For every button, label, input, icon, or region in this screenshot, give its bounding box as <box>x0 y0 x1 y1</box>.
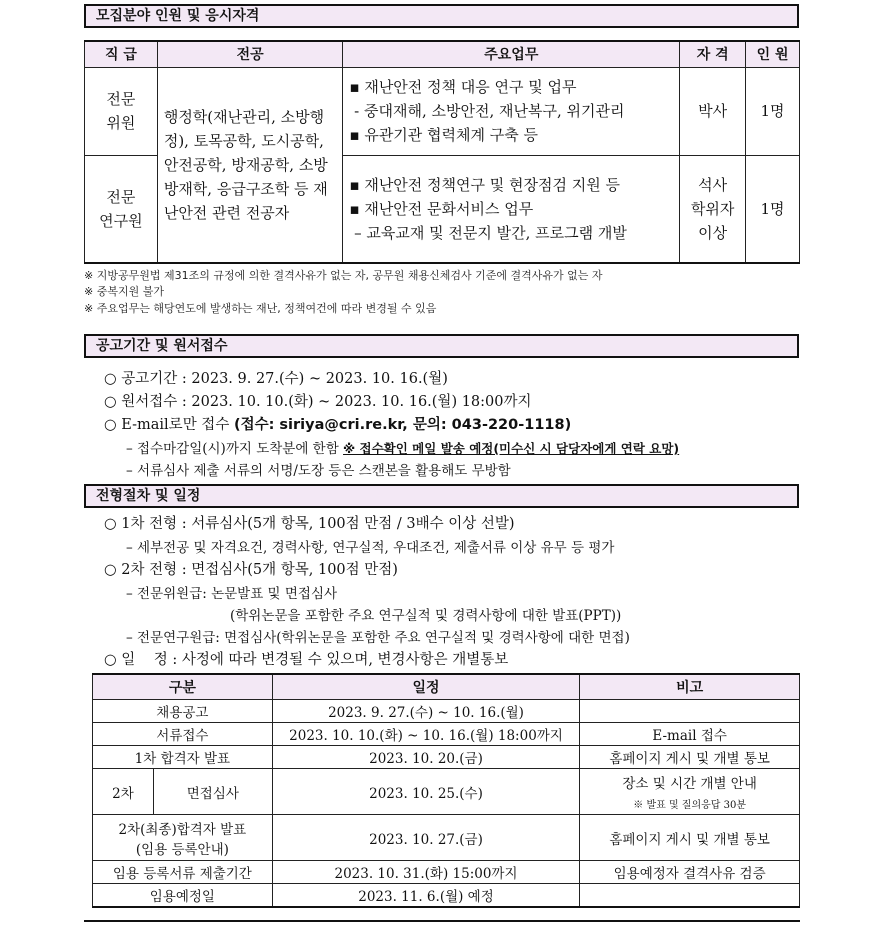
qual-line: 박사 <box>698 102 728 120</box>
duty-line: - 중대재해, 소방안전, 재난복구, 위기관리 <box>349 102 625 120</box>
schedule-row-name: 서류접수 <box>93 723 273 746</box>
qual-line: 학위자 <box>690 199 735 218</box>
schedule-row-date: 2023. 10. 25.(수) <box>272 769 580 815</box>
process-subline: – 전문연구원급: 면접심사(학위논문을 포함한 주요 연구실적 및 경력사항에 대한 면접) <box>126 630 630 646</box>
section-header-process: 전형절차 및 일정 <box>84 484 799 508</box>
major-line: 난안전 관련 전공자 <box>163 203 290 222</box>
duties-cell <box>343 155 680 263</box>
schedule-row-name: 1차 합격자 발표 <box>93 746 273 769</box>
note-line: ※ 중복지원 불가 <box>84 285 164 298</box>
schedule-row-date: 2023. 10. 10.(화) ~ 10. 16.(월) 18:00까지 <box>272 723 580 746</box>
duty-line: ▪ 유관기관 협력체계 구축 등 <box>349 126 539 144</box>
major-line: 행정학(재난관리, 소방행 <box>163 107 325 126</box>
process-subline: – 전문위원급: 논문발표 및 면접심사 <box>126 586 338 602</box>
contact-info: (접수: siriya@cri.re.kr, 문의: 043-220-1118) <box>233 417 572 433</box>
schedule-header-date: 일정 <box>272 674 580 700</box>
bottom-rule <box>84 920 800 922</box>
process-line: ○ 일 정 : 사정에 따라 변경될 수 있으며, 변경사항은 개별통보 <box>104 652 509 668</box>
schedule-row-name: 채용공고 <box>93 700 273 723</box>
rank-line: 위원 <box>106 114 136 132</box>
major-cell <box>157 67 343 263</box>
rank-line: 전문 <box>106 187 136 206</box>
schedule-row-name: 임용 등록서류 제출기간 <box>93 861 273 884</box>
rank-cell <box>85 155 158 263</box>
schedule-row-note <box>580 884 800 908</box>
duty-line: ▪ 재난안전 정책연구 및 현장점검 지원 등 <box>349 175 621 194</box>
schedule-row-date: 2023. 9. 27.(수) ~ 10. 16.(월) <box>272 700 580 723</box>
period-text: – 접수마감일(시)까지 도착분에 한함 <box>126 441 344 457</box>
header-duties: 주요업무 <box>343 41 680 67</box>
note-line: 장소 및 시간 개별 안내 <box>622 776 757 792</box>
period-subline: – 서류심사 제출 서류의 서명/도장 등은 스캔본을 활용해도 무방함 <box>126 463 511 479</box>
major-line: 방재학, 응급구조학 등 재 <box>163 179 328 198</box>
period-line <box>104 413 571 434</box>
process-subline: (학위논문을 포함한 주요 연구실적 및 경력사항에 대한 발표(PPT)) <box>230 608 622 624</box>
duty-line: – 교육교재 및 전문지 발간, 프로그램 개발 <box>349 223 627 242</box>
note-line: ※ 주요업무는 해당연도에 발생하는 재난, 정책여건에 따라 변경될 수 있음 <box>84 302 437 315</box>
header-qualification: 자 격 <box>680 41 746 67</box>
recruit-table <box>84 40 800 264</box>
schedule-row-note: 임용예정자 결격사유 검증 <box>580 861 800 884</box>
process-line: ○ 2차 전형 : 면접심사(5개 항목, 100점 만점) <box>104 562 398 578</box>
name-line: 2차(최종)합격자 발표 <box>118 821 247 838</box>
schedule-row-name: 임용예정일 <box>93 884 273 908</box>
period-text: ○ E-mail로만 접수 <box>104 417 234 433</box>
schedule-row-note <box>580 700 800 723</box>
schedule-row-date: 2023. 10. 31.(화) 15:00까지 <box>272 861 580 884</box>
schedule-row-note <box>580 769 800 815</box>
period-line: ○ 공고기간 : 2023. 9. 27.(수) ~ 2023. 10. 16.(월) <box>104 371 448 387</box>
note-small: ※ 발표 및 질의응답 30분 <box>633 800 746 811</box>
schedule-row-date: 2023. 10. 20.(금) <box>272 746 580 769</box>
rank-line: 전문 <box>106 90 136 108</box>
rank-line: 연구원 <box>99 211 143 230</box>
header-major: 전공 <box>157 41 343 67</box>
schedule-row-note: 홈페이지 게시 및 개별 통보 <box>580 815 800 861</box>
qualification-cell <box>680 67 746 155</box>
qual-line: 석사 <box>698 175 728 194</box>
duty-line: ▪ 재난안전 정책 대응 연구 및 업무 <box>349 78 577 96</box>
name-line: (임용 등록안내) <box>135 841 229 858</box>
schedule-header-category: 구분 <box>93 674 273 700</box>
section-header-period: 공고기간 및 원서접수 <box>84 334 799 358</box>
schedule-row-note: E-mail 접수 <box>580 723 800 746</box>
schedule-table <box>92 673 800 908</box>
major-line: 정), 토목공학, 도시공학, <box>163 131 324 150</box>
rank-cell <box>85 67 158 155</box>
major-line: 안전공학, 방재공학, 소방 <box>163 155 328 174</box>
header-rank: 직 급 <box>85 41 158 67</box>
duties-cell <box>343 67 680 155</box>
qualification-cell <box>680 155 746 263</box>
schedule-row-sub: 2차 <box>93 769 154 815</box>
duty-line: ▪ 재난안전 문화서비스 업무 <box>349 199 534 218</box>
schedule-row-date: 2023. 10. 27.(금) <box>272 815 580 861</box>
section-header-recruit: 모집분야 인원 및 응시자격 <box>84 4 799 28</box>
period-line: ○ 원서접수 : 2023. 10. 10.(화) ~ 2023. 10. 16.(월) 18:00까지 <box>104 394 532 410</box>
count-cell: 1명 <box>746 67 800 155</box>
process-line: ○ 1차 전형 : 서류심사(5개 항목, 100점 만점 / 3배수 이상 선발) <box>104 516 515 532</box>
schedule-row-name <box>93 815 273 861</box>
period-subline <box>126 437 679 457</box>
confirm-mail-note: ※ 접수확인 메일 발송 예정(미수신 시 담당자에게 연락 요망) <box>343 441 680 456</box>
schedule-row-note: 홈페이지 게시 및 개별 통보 <box>580 746 800 769</box>
header-count: 인 원 <box>746 41 800 67</box>
schedule-header-note: 비고 <box>580 674 800 700</box>
schedule-row-date: 2023. 11. 6.(월) 예정 <box>272 884 580 908</box>
count-cell: 1명 <box>746 155 800 263</box>
schedule-row-name: 면접심사 <box>153 769 272 815</box>
process-subline: – 세부전공 및 자격요건, 경력사항, 연구실적, 우대조건, 제출서류 이상 유무 등 평가 <box>126 540 615 556</box>
qual-line: 이상 <box>698 223 728 242</box>
note-line: ※ 지방공무원법 제31조의 규정에 의한 결격사유가 없는 자, 공무원 채용신체검사 기준에 결격사유가 없는 자 <box>84 269 603 282</box>
